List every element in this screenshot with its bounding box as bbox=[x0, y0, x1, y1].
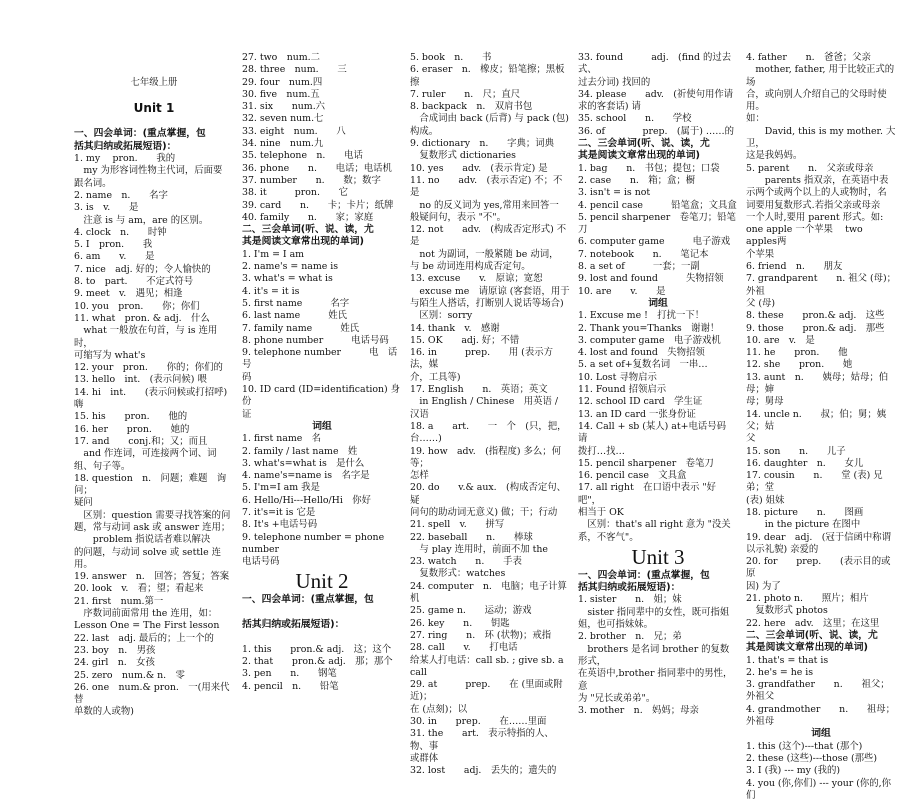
text-line: 5. first name 名字 bbox=[242, 297, 350, 309]
text-line: 17. cousin n. 堂 (表) 兄弟；堂 bbox=[746, 470, 883, 494]
text-line: 18. question n. 问题；难题 询问； bbox=[74, 472, 227, 497]
text-line: 单数的人或物) bbox=[74, 706, 134, 718]
text-line: in the picture 在图中 bbox=[746, 519, 861, 531]
text-line bbox=[74, 116, 234, 128]
text-line: 9. dictionary n. 字典；词典 bbox=[410, 138, 555, 150]
text-line: 24. girl n. 女孩 bbox=[74, 657, 155, 669]
text-line: 38. it pron. 它 bbox=[242, 187, 349, 199]
text-line: 为 "兄长或弟弟"。 bbox=[578, 692, 656, 704]
section-heading: 括其归纳或拓展短语)： bbox=[578, 582, 681, 594]
text-line: 1. sister n. 姐；妹 bbox=[578, 594, 682, 606]
text-line: 19. answer n. 回答；答复；答案 bbox=[74, 571, 230, 583]
column-3 bbox=[410, 52, 570, 778]
text-line: 13. excuse v. 原谅；宽恕 bbox=[410, 273, 543, 285]
text-line: 怎样 bbox=[410, 470, 429, 482]
text-line: 5. book n. 书 bbox=[410, 52, 492, 63]
text-line: 32. lost adj. 丢失的；遗失的 bbox=[410, 765, 557, 777]
text-line: parents 指双亲，在英语中表 bbox=[746, 174, 889, 186]
text-line: 这是我妈妈。 bbox=[746, 150, 803, 162]
section-heading: 括其归纳或拓展短语)： bbox=[242, 619, 345, 631]
text-line: 20. for prep. (表示目的或原 bbox=[746, 556, 891, 580]
text-line: 6. friend n. 朋友 bbox=[746, 261, 843, 273]
text-line: 拨打…找… bbox=[578, 445, 625, 457]
text-line: 26. one num.& pron. 一(用来代替 bbox=[74, 681, 230, 706]
text-line: 6. computer game 电子游戏 bbox=[578, 236, 731, 248]
text-line: 12. not adv. (构成否定形式) 不 bbox=[410, 224, 567, 236]
text-line: 7. it's=it is 它是 bbox=[242, 506, 316, 518]
text-line: 8. It's +电话号码 bbox=[242, 519, 318, 531]
text-line: 15. OK adj. 好；不错 bbox=[410, 334, 520, 346]
text-line: 2. that pron.& adj. 那；那个 bbox=[242, 655, 393, 667]
text-line: 1. Excuse me ! 打扰一下！ bbox=[578, 310, 705, 322]
text-line: 33. eight num. 八 bbox=[242, 125, 346, 137]
text-line: 25. zero num.& n. 零 bbox=[74, 669, 185, 681]
section-heading: 词组 bbox=[312, 420, 332, 432]
text-line: 23. boy n. 男孩 bbox=[74, 644, 156, 656]
text-line: 问句的助动词无意义) 做；干；行动 bbox=[410, 506, 558, 518]
text-line: 31. the art. 表示特指的人、物、事 bbox=[410, 728, 554, 752]
text-line: 16. daughter n. 女儿 bbox=[746, 457, 864, 469]
text-line: 9. those pron.& adj. 那些 bbox=[746, 322, 885, 334]
text-line: call bbox=[410, 666, 427, 678]
text-line: 10. yes adv. (表示肯定) 是 bbox=[410, 162, 548, 174]
text-line: 11. he pron. 他 bbox=[746, 347, 848, 359]
column-1 bbox=[74, 52, 234, 719]
text-line: 姐，也可指妹妹。 bbox=[578, 619, 654, 631]
text-line: 2. case n. 箱；盒；橱 bbox=[578, 174, 696, 186]
text-line: 11. no adv. (表示否定) 不；不是 bbox=[410, 174, 563, 199]
text-line: 8. phone number 电话号码 bbox=[242, 334, 389, 346]
text-line: 3. what's = what is bbox=[242, 273, 333, 285]
text-line: 22. last adj. 最后的；上一个的 bbox=[74, 632, 214, 644]
text-line: (表) 姐妹 bbox=[746, 494, 785, 506]
text-line: 复数形式 photos bbox=[746, 605, 828, 617]
text-line: 1. that's = that is bbox=[746, 654, 829, 666]
section-heading: 二、三会单词(听、说、读，尤 bbox=[242, 224, 374, 236]
text-line: 2. family / last name 姓 bbox=[242, 445, 358, 457]
text-line: 给某人打电话：call sb. ; give sb. a bbox=[410, 654, 564, 666]
text-line: 36. of prep. (属于) ……的 bbox=[578, 125, 735, 137]
text-line: 2. name's = name is bbox=[242, 261, 339, 273]
text-line: 6. Hello/Hi---Hello/Hi 你好 bbox=[242, 494, 371, 506]
text-line: 区别：that's all right 意为 "没关 bbox=[578, 519, 731, 531]
text-line: 15. his pron. 他的 bbox=[74, 411, 188, 423]
text-line: 16. in prep. 用 (表示方法，媒 bbox=[410, 347, 553, 371]
text-line: 5. pencil sharpener 卷笔刀；铅笔刀 bbox=[578, 211, 736, 236]
text-line: in English / Chinese 用英语 / 汉语 bbox=[410, 396, 559, 420]
text-line: 10. are v. 是 bbox=[578, 285, 666, 297]
section-heading: 其是阅读文章常出现的单词) bbox=[746, 642, 869, 654]
text-line: 21. spell v. 拼写 bbox=[410, 519, 505, 531]
text-line: 4. father n. 爸爸；父亲 bbox=[746, 52, 871, 63]
text-line: 区别：sorry bbox=[410, 310, 473, 322]
text-line: 4. name's=name is 名字是 bbox=[242, 470, 370, 482]
text-line: no 的反义词为 yes,常用来回答一 bbox=[410, 199, 559, 211]
text-line: 40. family n. 家；家庭 bbox=[242, 211, 374, 223]
text-line: 14. thank v. 感谢 bbox=[410, 322, 500, 334]
text-line: 21. first num.第一 bbox=[74, 595, 164, 607]
text-line: 7. nice adj. 好的；令人愉快的 bbox=[74, 263, 211, 275]
text-line: 20. do v.& aux. (构成否定句、疑 bbox=[410, 482, 566, 506]
text-line: 题，常与动词 ask 或 answer 连用； bbox=[74, 521, 231, 533]
column-4 bbox=[578, 52, 738, 717]
text-line: 22. baseball n. 棒球 bbox=[410, 531, 533, 543]
text-line: 7. grandparent n. 祖父 (母)；外祖 bbox=[746, 273, 897, 297]
text-line: 17. and conj.和；又；而且 bbox=[74, 435, 208, 447]
text-line: 3. isn't = is not bbox=[578, 187, 651, 199]
text-line: 6. eraser n. 橡皮；铅笔擦；黑板擦 bbox=[410, 64, 565, 88]
text-line: 31. six num.六 bbox=[242, 101, 326, 113]
text-line: 因) 为了 bbox=[746, 580, 781, 592]
text-line: 4. lost and found 失物招领 bbox=[578, 347, 705, 359]
text-line: 13. hello int. (表示问候) 喂 bbox=[74, 374, 207, 386]
text-line: 13. an ID card 一张身份证 bbox=[578, 408, 696, 420]
unit-heading: Unit 3 bbox=[631, 544, 685, 569]
text-line: 码 bbox=[242, 371, 252, 383]
text-line: 16. pencil case 文具盒 bbox=[578, 470, 687, 482]
column-2 bbox=[242, 52, 407, 693]
text-line: 1. I'm = I am bbox=[242, 248, 305, 260]
text-line: 证 bbox=[242, 408, 252, 420]
text-line: 过去分词) 找回的 bbox=[578, 76, 651, 88]
text-line: 20. look v. 看；望；看起来 bbox=[74, 583, 204, 595]
text-line: 34. please adv. (祈使句用作请 bbox=[578, 88, 734, 100]
text-line: 5. parent n. 父亲或母亲 bbox=[746, 162, 874, 174]
text-line: 合，或向别人介绍自己的父母时使用。 bbox=[746, 88, 887, 113]
text-line: 14. uncle n. 叔；伯；舅；姨父；姑 bbox=[746, 408, 887, 432]
text-line: 4. clock n. 时钟 bbox=[74, 226, 167, 238]
text-line: 29. four num.四 bbox=[242, 76, 323, 88]
text-line: 23. watch n. 手表 bbox=[410, 556, 522, 568]
text-line: 10. you pron. 你；你们 bbox=[74, 300, 200, 312]
text-line: 29. at prep. 在 (里面或附近)； bbox=[410, 679, 563, 703]
text-line: 1. bag n. 书包；提包；口袋 bbox=[578, 162, 720, 174]
text-line: brothers 是名词 brother 的复数形式， bbox=[578, 643, 730, 667]
text-line: 相当于 OK bbox=[578, 506, 624, 518]
text-line: 35. telephone n. 电话 bbox=[242, 150, 363, 162]
text-line: 4. pencil n. 铅笔 bbox=[242, 680, 339, 692]
text-line: 11. what pron. & adj. 什么 bbox=[74, 312, 210, 324]
text-line: 9. telephone number = phone number bbox=[242, 531, 385, 555]
text-line: 8. backpack n. 双肩书包 bbox=[410, 101, 533, 113]
text-line: 词要用复数形式.若指父亲或母亲 bbox=[746, 199, 881, 211]
text-line: 在 (点刻)；以 bbox=[410, 703, 468, 715]
text-line: 8. to part. 不定式符号 bbox=[74, 276, 194, 288]
text-line: not 为副词，一般紧随 be 动词， bbox=[410, 248, 559, 260]
text-line: 5. I pron. 我 bbox=[74, 239, 153, 251]
text-line: 嗨 bbox=[74, 399, 84, 411]
section-heading: 一、四会单词：(重点掌握，包 bbox=[74, 128, 206, 140]
text-line bbox=[74, 64, 234, 76]
text-line: 22. here adv. 这里；在这里 bbox=[746, 617, 880, 629]
text-line: my 为形容词性物主代词，后面要 bbox=[74, 165, 223, 177]
section-heading: 其是阅读文章常出现的单词) bbox=[242, 236, 365, 248]
text-line: 19. how adv. (指程度) 多么；何等； bbox=[410, 445, 562, 469]
text-line: 系，不客气"。 bbox=[578, 531, 639, 543]
text-line: 11. Found 招领启示 bbox=[578, 384, 667, 396]
text-line: 与陌生人搭话，打断别人说话等场合) bbox=[410, 297, 564, 309]
text-line: 10. Lost 寻物启示 bbox=[578, 371, 657, 383]
text-line: 序数词前面常用 the 连用，如： bbox=[74, 608, 218, 620]
text-line: 15. pencil sharpener 卷笔刀 bbox=[578, 457, 714, 469]
text-line: 28. call v. 打电话 bbox=[410, 642, 518, 654]
section-heading: 词组 bbox=[811, 728, 831, 740]
text-line: 3. grandfather n. 祖父；外祖父 bbox=[746, 679, 890, 703]
text-line: 30. five num.五 bbox=[242, 88, 320, 100]
text-line: 七年级上册 bbox=[130, 76, 178, 88]
text-line: 13. aunt n. 姨母；姑母；伯母；婶 bbox=[746, 371, 889, 396]
text-line: 与 play 连用时，前面不加 the bbox=[410, 543, 548, 555]
text-line: 构成。 bbox=[410, 125, 439, 137]
text-line: 12. school ID card 学生证 bbox=[578, 396, 703, 408]
text-line: 一个人时,要用 parent 形式。如: bbox=[746, 211, 884, 223]
text-line: 33. found adj. (find 的过去式、 bbox=[578, 52, 732, 76]
text-line: 区别：question 需要寻找答案的问 bbox=[74, 509, 231, 521]
text-line: 注意 is 与 am，are 的区别。 bbox=[74, 214, 209, 226]
text-line: 6. last name 姓氏 bbox=[242, 310, 348, 322]
text-line: 电话号码 bbox=[242, 556, 280, 568]
text-line: 疑问 bbox=[74, 497, 93, 509]
section-heading: 括其归纳或拓展短语)： bbox=[74, 140, 177, 152]
text-line: 复数形式 dictionaries bbox=[410, 150, 516, 162]
text-line: 32. seven num.七 bbox=[242, 113, 324, 125]
text-line: 24. computer n. 电脑；电子计算机 bbox=[410, 580, 567, 605]
text-line bbox=[74, 52, 234, 64]
text-line: 示两个或两个以上的人或物时，名 bbox=[746, 187, 887, 199]
text-line: 18. a art. 一 个 (只，把， bbox=[410, 420, 567, 432]
text-line bbox=[242, 607, 402, 619]
text-line: 14. Call + sb (某人) at+电话号码 请 bbox=[578, 420, 736, 445]
text-line: 12. your pron. 你的；你们的 bbox=[74, 362, 223, 374]
text-line: 8. a set of 一套；一副 bbox=[578, 261, 700, 273]
text-line: 2. these (这些)---those (那些) bbox=[746, 752, 878, 764]
text-line bbox=[74, 89, 234, 101]
text-line: 4. grandmother n. 祖母；外祖母 bbox=[746, 703, 896, 728]
section-heading: 二、三会单词(听、说、读，尤 bbox=[578, 138, 710, 150]
text-line: 19. dear adj. (冠于信函中称谓 bbox=[746, 531, 892, 543]
text-line: 16. her pron. 她的 bbox=[74, 423, 190, 435]
text-line: 1. my pron. 我的 bbox=[74, 153, 176, 165]
text-line: 10. are v. 是 bbox=[746, 334, 815, 346]
text-line: 求的客套话) 请 bbox=[578, 101, 641, 113]
text-line: 35. school n. 学校 bbox=[578, 113, 692, 125]
text-line: 的问题，与动词 solve 或 settle 连用。 bbox=[74, 546, 222, 570]
text-line: 2. name n. 名字 bbox=[74, 189, 168, 201]
text-line: 般疑问句，表示 "不"。 bbox=[410, 211, 506, 223]
text-line: 7. ruler n. 尺；直尺 bbox=[410, 88, 521, 100]
text-line: 7. family name 姓氏 bbox=[242, 322, 360, 334]
text-line: 14. hi int. (表示问候或打招呼) bbox=[74, 386, 228, 398]
text-line: 2. brother n. 兄；弟 bbox=[578, 631, 682, 643]
text-line: 9. telephone number 电 话 号 bbox=[242, 347, 407, 371]
text-line: 如： bbox=[746, 113, 765, 125]
text-line: 15. son n. 儿子 bbox=[746, 445, 846, 457]
text-line: sister 指同辈中的女性，既可指姐 bbox=[578, 606, 730, 618]
text-line: 17. English n. 英语；英文 bbox=[410, 384, 548, 396]
text-line: 3. mother n. 妈妈；母亲 bbox=[578, 705, 699, 717]
text-line: 27. ring n. 环 (状物)；戒指 bbox=[410, 629, 552, 641]
unit-heading: Unit 2 bbox=[295, 569, 349, 594]
text-line: one apple 一个苹果 two apples两 bbox=[746, 224, 863, 248]
text-line: 34. nine num.九 bbox=[242, 138, 324, 150]
text-line: 4. you (你,你们) --- your (你的,你们 bbox=[746, 777, 891, 801]
text-line: 39. card n. 卡；卡片；纸牌 bbox=[242, 199, 394, 211]
text-line: 25. game n. 运动；游戏 bbox=[410, 605, 532, 617]
section-heading: 其是阅读文章常出现的单词) bbox=[578, 150, 701, 162]
text-line: 台……) bbox=[410, 433, 442, 445]
text-line: 母；舅母 bbox=[746, 396, 784, 408]
text-line: 介，工具等) bbox=[410, 371, 461, 383]
text-line: 或群体 bbox=[410, 752, 439, 764]
text-line: Lesson One = The First lesson bbox=[74, 620, 220, 632]
text-line: 9. meet v. 遇见；相逢 bbox=[74, 288, 183, 300]
text-line: 3. is v. 是 bbox=[74, 202, 139, 214]
text-line: 以示礼貌) 亲爱的 bbox=[746, 543, 819, 555]
text-line: 10. ID card (ID=identification) 身份 bbox=[242, 384, 401, 408]
text-line: 6. am v. 是 bbox=[74, 251, 155, 263]
text-line: 26. key n. 钥匙 bbox=[410, 617, 510, 629]
text-line: 37. number n. 数；数字 bbox=[242, 174, 381, 186]
text-line: 21. photo n. 照片；相片 bbox=[746, 593, 869, 605]
section-heading: 一、四会单词：(重点掌握，包 bbox=[242, 594, 374, 606]
text-line: 与 be 动词连用构成否定句。 bbox=[410, 261, 531, 273]
text-line: 3. what's=what is 是什么 bbox=[242, 457, 365, 469]
text-line: 5. I'm=I am 我是 bbox=[242, 482, 320, 494]
text-line: 30. in prep. 在……里面 bbox=[410, 716, 547, 728]
text-line: 36. phone n. 电话；电话机 bbox=[242, 162, 392, 174]
text-line: 组、句子等。 bbox=[74, 460, 131, 472]
text-line: David, this is my mother. 大卫， bbox=[746, 125, 896, 150]
text-line: 2. Thank you=Thanks 谢谢！ bbox=[578, 322, 720, 334]
text-line bbox=[242, 631, 402, 643]
text-line: 28. three num. 三 bbox=[242, 64, 347, 76]
text-line: 是 bbox=[410, 236, 420, 248]
text-line: 7. notebook n. 笔记本 bbox=[578, 248, 709, 260]
text-line: excuse me 请原谅 (客套语，用于 bbox=[410, 285, 570, 297]
text-line: 1. first name 名 bbox=[242, 433, 322, 445]
text-line: what 一般放在句首，与 is 连用时， bbox=[74, 325, 218, 349]
text-line: 父 bbox=[746, 433, 756, 445]
text-line: 2. he's = he is bbox=[746, 666, 814, 678]
text-line: 合成词由 back (后背) 与 pack (包) bbox=[410, 113, 569, 125]
text-line: 27. two num.二 bbox=[242, 52, 321, 63]
text-line: 5. a set of+复数名词 一串… bbox=[578, 359, 708, 371]
text-line: 17. all right 在口语中表示 "好吧"， bbox=[578, 482, 717, 506]
text-line: 可缩写为 what's bbox=[74, 349, 146, 361]
text-line: 复数形式：watches bbox=[410, 568, 506, 580]
text-line: 1. this pron.& adj. 这；这个 bbox=[242, 643, 392, 655]
text-line: 4. pencil case 铅笔盒；文具盒 bbox=[578, 199, 737, 211]
text-line: 1. this (这个)---that (那个) bbox=[746, 740, 863, 752]
unit-heading: Unit 1 bbox=[133, 101, 175, 116]
section-heading: 一、四会单词：(重点掌握，包 bbox=[578, 569, 710, 581]
text-line: 跟名词。 bbox=[74, 177, 112, 189]
section-heading: 词组 bbox=[648, 297, 668, 309]
text-line: 在英语中,brother 指同辈中的男性，意 bbox=[578, 668, 733, 692]
text-line: and 作连词，可连接两个词、词 bbox=[74, 448, 217, 460]
text-line: 3. I (我) --- my (我的) bbox=[746, 765, 840, 777]
text-line: 9. lost and found 失物招领 bbox=[578, 273, 724, 285]
text-line: problem 指说话者难以解决 bbox=[74, 534, 211, 546]
text-line: 8. these pron.& adj. 这些 bbox=[746, 310, 885, 322]
text-line: 3. computer game 电子游戏机 bbox=[578, 334, 721, 346]
section-heading: 二、三会单词(听、说、读，尤 bbox=[746, 629, 878, 641]
text-line: 18. picture n. 图画 bbox=[746, 506, 864, 518]
text-line: 3. pen n. 钢笔 bbox=[242, 668, 337, 680]
text-line: 父 (母) bbox=[746, 297, 776, 309]
text-line: mother, father, 用于比较正式的场 bbox=[746, 64, 895, 88]
text-line: 12. she pron. 她 bbox=[746, 359, 853, 371]
text-line: 4. it's = it is bbox=[242, 285, 300, 297]
text-line: 个苹果 bbox=[746, 248, 775, 260]
